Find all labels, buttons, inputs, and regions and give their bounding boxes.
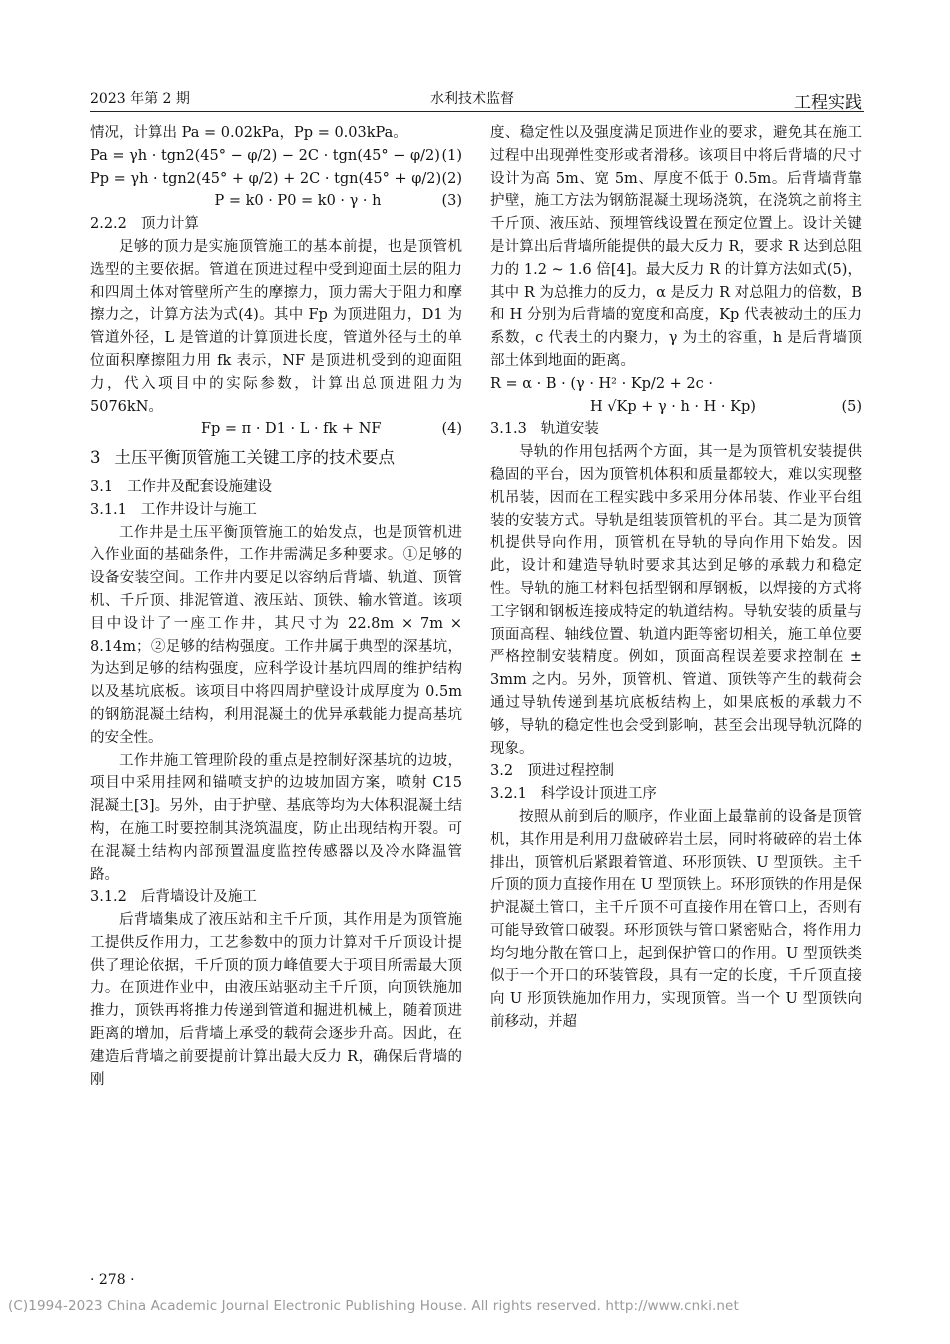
- section-heading-3-1: 3.1 工作井及配套设施建设: [90, 478, 273, 495]
- section-name: 工程实践: [794, 93, 862, 113]
- section-heading-3-1-2: 3.1.2 后背墙设计及施工: [90, 889, 257, 906]
- section-heading-2-2-2: 2.2.2 顶力计算: [90, 216, 199, 233]
- paragraph: 情况，计算出 Pa = 0.02kPa，Pp = 0.03kPa。: [90, 125, 408, 141]
- left-column: [90, 122, 462, 1091]
- section-heading-3-1-3: 3.1.3 轨道安装: [490, 421, 599, 438]
- paragraph: 后背墙集成了液压站和主千斤顶，其作用是为顶管施工提供反作用力，工艺参数中的顶力计算对千斤顶设计提供了理论依据，千斤顶的顶力峰值要大于项目所需最大顶力。在顶进作业中，由液压站驱动主千斤顶，向顶铁施加推力，顶铁再将推力传递到管道和掘进机械上，随着顶进距离的增加，后背墙上承受的载荷会逐步升高。因此，在建造后背墙之前要提前计算出最大反力 R，确保后背墙的刚: [90, 912, 462, 1088]
- section-heading-3: 3 土压平衡顶管施工关键工序的技术要点: [90, 448, 395, 468]
- header-rule: [90, 111, 864, 112]
- section-heading-3-2-1: 3.2.1 科学设计顶进工序: [490, 786, 657, 803]
- equation-1: Pa = γh · tgn2(45° − φ/2) − 2C · tgn(45° − φ/2) (1): [90, 147, 462, 164]
- copyright-line: (C)1994-2023 China Academic Journal Electronic Publishing House. All rights reserved. http://www.cnki.net: [8, 1298, 739, 1314]
- equation-3: P = k0 · P0 = k0 · γ · h (3): [214, 193, 462, 210]
- equation-4: Fp = π · D1 · L · fk + NF (4): [200, 421, 462, 438]
- equation-5-line-2: H √Kp + γ · h · H · Kp) (5): [590, 398, 862, 415]
- paragraph: 工作井是土压平衡顶管施工的始发点，也是顶管机进入作业面的基础条件，工作井需满足多种要求。①足够的设备安装空间。工作井内要足以容纳后背墙、轨道、顶管机、千斤顶、排泥管道、液压站、顶铁、输水管道。该项目中设计了一座工作井，其尺寸为 22.8m × 7m × 8.14m；②足够的结构强度。工作井属于典型的深基坑，为达到足够的结构强度，应科学设计基坑四周的维护结构以及基坑底板。该项目中将四周护壁设计成厚度为 0.5m 的钢筋混凝土结构，利用混凝土的优异承载能力提高基坑的安全性。: [90, 524, 462, 746]
- section-heading-3-2: 3.2 顶进过程控制: [490, 763, 615, 780]
- paragraph: 按照从前到后的顺序，作业面上最靠前的设备是顶管机，其作用是利用刀盘破碎岩土层，同时将破碎的岩土体排出，顶管机后紧跟着管道、环形顶铁、U 型顶铁。主千斤顶的顶力直接作用在 U 型顶铁上。环形顶铁的作用是保护混凝土管口，主千斤顶不可直接作用在管口上，否则有可能导致管口破裂。环形顶铁与管口紧密贴合，将作用力均匀地分散在管口上，起到保护管口的作用。U 型顶铁类似于一个开口的环装管段，具有一定的长度，千斤顶直接向 U 形顶铁施加作用力，实现顶管。当一个 U 型顶铁向前移动，并超: [490, 808, 862, 1031]
- equation-5-line-1: R = α · B · (γ · H² · Kp/2 + 2c ·: [490, 375, 713, 392]
- paragraph: 工作井施工管理阶段的重点是控制好深基坑的边坡，项目中采用挂网和锚喷支护的边坡加固方案，喷射 C15 混凝土[3]。另外，由于护壁、基底等均为大体积混凝土结构，在施工时要控制其浇筑温度，防止出现结构开裂。可在混凝土结构内部预置温度监控传感器以及冷水降温管路。: [90, 752, 462, 883]
- journal-name: 水利技术监督: [430, 91, 514, 107]
- paragraph: 导轨的作用包括两个方面，其一是为顶管机安装提供稳固的平台，因为顶管机体积和质量都较大，难以实现整机吊装，因而在工程实践中多采用分体吊装、作业平台组装的安装方式。导轨是组装顶管机的平台。其二是为顶管机提供导向作用，顶管机在导轨的导向作用下始发。因此，设计和建造导轨时要求其达到足够的承载力和稳定性。导轨的施工材料包括型钢和厚钢板，以焊接的方式将工字钢和钢板连接成特定的轨道结构。导轨安装的质量与顶面高程、轴线位置、轨道内距等密切相关，施工单位要严格控制安装精度。例如，顶面高程误差要求控制在 ± 3mm 之内。另外，顶管机、管道、顶铁等产生的载荷会通过导轨传递到基坑底板结构上，如果底板的承载力不够，导轨的稳定性也会受到影响，甚至会出现导轨沉降的现象。: [490, 444, 862, 757]
- paragraph: 足够的顶力是实施顶管施工的基本前提，也是顶管机选型的主要依据。管道在顶进过程中受到迎面土层的阻力和四周土体对管壁所产生的摩擦力，顶力需大于阻力和摩擦力之，计算方法为式(4)。其中 Fp 为顶进阻力，D1 为管道外径，L 是管道的计算顶进长度，管道外径与土的单位面积摩擦阻力用 fk 表示，NF 是顶进机受到的迎面阻力，代入项目中的实际参数，计算出总顶进阻力为 5076kN。: [90, 238, 462, 415]
- section-heading-3-1-1: 3.1.1 工作井设计与施工: [90, 501, 257, 518]
- paragraph: 度、稳定性以及强度满足顶进作业的要求，避免其在施工过程中出现弹性变形或者滑移。该项目中将后背墙的尺寸设计为高 5m、宽 5m、厚度不低于 0.5m。后背墙背靠护壁，施工方法为钢筋混凝土现场浇筑，在浇筑之前将主千斤顶、液压站、预埋管线设置在预定位置上。设计关键是计算出后背墙所能提供的最大反力 R，要求 R 达到总阻力的 1.2 ~ 1.6 倍[4]。最大反力 R 的计算方法如式(5)，其中 R 为总推力的反力，α 是反力 R 对总阻力的倍数，B 和 H 分别为后背墙的宽度和高度，Kp 代表被动土的压力系数，c 代表土的内聚力，γ 为土的容重，h 是后背墙顶部土体到地面的距离。: [490, 125, 862, 369]
- equation-2: Pp = γh · tgn2(45° + φ/2) + 2C · tgn(45° + φ/2) (2): [90, 170, 462, 187]
- journal-issue: 2023 年第 2 期: [90, 91, 190, 107]
- page-number: · 278 ·: [90, 1272, 135, 1288]
- right-column: [490, 122, 862, 1034]
